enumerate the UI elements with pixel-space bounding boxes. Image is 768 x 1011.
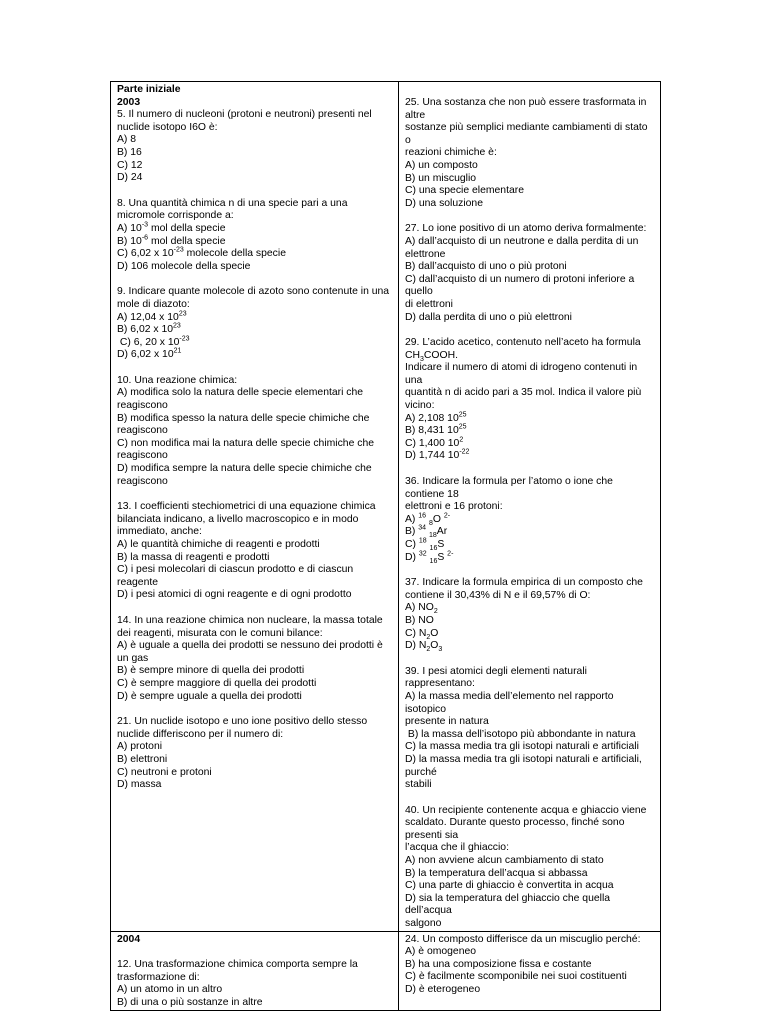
question-13 (117, 501, 393, 602)
document-page (110, 81, 658, 1011)
questions-table (110, 81, 661, 1011)
question-10 (117, 375, 393, 488)
q10-line: reagiscono (117, 475, 168, 487)
q9-option-b: B) 6,02 x $10^{23}$ (117, 322, 181, 336)
q29-line: quantità n di acido pari a 35 mol. Indica il valore più vicino: (405, 387, 642, 412)
q27-line: C) dall’acquisto di un numero di protoni inferiore a quello (405, 273, 635, 298)
q25-line: sostanze più semplici mediante cambiamenti di stato o (405, 122, 648, 146)
q10-line: 10. Una reazione chimica: (117, 374, 238, 386)
q8-line: micromole corrisponde a: (117, 210, 234, 222)
q24-line: C) è facilmente scomponibile nei suoi costituenti (405, 971, 627, 983)
q14-line: B) è sempre minore di quella dei prodotti (117, 665, 305, 677)
q39-line: A) la massa media dell’elemento nel rapporto isotopico (405, 690, 614, 715)
right-cell-2004 (399, 931, 661, 1010)
q9-line: 9. Indicare quante molecole di azoto sono contenute in una (117, 286, 390, 298)
question-40 (405, 805, 655, 931)
q21-line: nuclide differiscono per il numero di: (117, 728, 284, 740)
q13-line: immediato, anche: (117, 526, 202, 538)
q5-option: A) 8 (117, 134, 137, 146)
q14-line: 14. In una reazione chimica non nucleare, la massa totale (117, 614, 383, 626)
q13-line: D) i pesi atomici di ogni reagente e di ogni prodotto (117, 589, 352, 601)
question-12 (117, 959, 393, 1009)
q29-line: Indicare il numero di atomi di idrogeno contenuti in una (405, 362, 638, 386)
q36-option-c: C) $^{18}$ $_{16}$S (405, 537, 445, 553)
q37-line: 37. Indicare la formula empirica di un composto che (405, 577, 643, 589)
left-cell-2003 (111, 82, 399, 932)
q29-option-d: D) 1,744 $10^{-22}$ (405, 448, 470, 462)
question-37 (405, 577, 655, 653)
q13-line: reagente (117, 576, 159, 588)
question-39 (405, 666, 655, 792)
right-cell-2003 (399, 82, 661, 932)
q39-line: D) la massa media tra gli isotopi naturali e artificiali, purché (405, 753, 642, 778)
q40-line: l’acqua che il ghiaccio: (405, 842, 509, 854)
q10-line: A) modifica solo la natura delle specie elementari che (117, 387, 364, 399)
q13-line: C) i pesi molecolari di ciascun prodotto e di ciascun (117, 564, 354, 576)
question-24 (405, 934, 655, 997)
q14-line: C) è sempre maggiore di quella dei prodotti (117, 677, 317, 689)
part-heading: Parte iniziale (117, 84, 181, 95)
q25-line: B) un miscuglio (405, 172, 477, 184)
q8-line: 8. Una quantità chimica n di una specie pari a una (117, 197, 348, 209)
q27-line: A) dall’acquisto di un neutrone e dalla perdita di un (405, 235, 639, 247)
q27-line: B) dall’acquisto di uno o più protoni (405, 261, 567, 273)
q8-option-c: C) 6,02 x $10^{-23}$ molecole della specie (117, 246, 286, 260)
q5-option: C) 12 (117, 159, 143, 171)
q39-line: presente in natura (405, 716, 489, 728)
q5-option: B) 16 (117, 146, 142, 158)
q25-line: A) un composto (405, 159, 478, 171)
q29-formula: $CH_3COOH$. (405, 349, 458, 363)
q14-line: A) è uguale a quella dei prodotti se nessuno dei prodotti è (117, 640, 383, 652)
question-36 (405, 476, 655, 564)
q40-line: D) sia la temperatura del ghiaccio che quella dell’acqua (405, 892, 611, 917)
q39-line: 39. I pesi atomici degli elementi naturali rappresentano: (405, 665, 587, 690)
q24-line: D) è eterogeneo (405, 984, 481, 995)
q14-line: un gas (117, 652, 149, 664)
question-25 (405, 97, 655, 210)
q5-line: 5. Il numero di nucleoni (protoni e neutroni) presenti nel (117, 109, 372, 121)
q37-option-a: A) $NO_2$ (405, 602, 438, 616)
q21-line: 21. Un nuclide isotopo e uno ione positivo dello stesso (117, 716, 368, 728)
year-heading-2003: 2003 (117, 96, 141, 108)
q5-option: D) 24 (117, 172, 143, 184)
q14-line: dei reagenti, misurata con le comuni bilance: (117, 627, 323, 639)
q36-option-a: A) $^{16}$ $_8$O $^{2-}$ (405, 512, 451, 527)
q10-line: reagiscono (117, 400, 168, 412)
q13-line: A) le quantità chimiche di reagenti e prodotti (117, 539, 320, 550)
q40-line: 40. Un recipiente contenente acqua e ghiaccio viene (405, 804, 647, 816)
q27-line: elettrone (405, 248, 446, 260)
q10-line: reagiscono (117, 425, 168, 437)
question-29 (405, 337, 655, 463)
q24-line: A) è omogeneo (405, 946, 477, 958)
q14-line: D) è sempre uguale a quella dei prodotti (117, 690, 302, 702)
question-27 (405, 223, 655, 324)
q37-option-b: B) NO (405, 614, 434, 626)
q10-line: reagiscono (117, 450, 168, 462)
q13-line: 13. I coefficienti stechiometrici di una equazione chimica (117, 501, 376, 513)
q12-line: 12. Una trasformazione chimica comporta sempre la (117, 959, 358, 971)
q39-line: B) la massa dell’isotopo più abbondante in natura (405, 728, 636, 740)
q37-option-c: C) $N_2O$ (405, 627, 439, 641)
q8-option-d: D) 106 molecole della specie (117, 260, 251, 272)
q9-option-a: A) 12,04 x $10^{23}$ (117, 310, 187, 323)
q8-option-a: A) $10^{-3}$ mol della specie (117, 221, 226, 234)
q40-line: C) una parte di ghiaccio è convertita in acqua (405, 880, 614, 892)
q21-line: A) protoni (117, 741, 163, 753)
q40-line: salgono (405, 918, 442, 930)
q10-line: C) non modifica mai la natura delle specie chimiche che (117, 437, 375, 449)
question-9 (117, 286, 393, 362)
year-heading-2004: 2004 (117, 933, 141, 945)
q13-line: B) la massa di reagenti e prodotti (117, 551, 270, 563)
q27-line: di elettroni (405, 298, 453, 310)
q8-option-b: B) $10^{-6}$ mol della specie (117, 234, 226, 247)
question-14 (117, 615, 393, 703)
q10-line: B) modifica spesso la natura delle specie chimiche che (117, 412, 370, 424)
q40-line: B) la temperatura dell’acqua si abbassa (405, 867, 588, 879)
q40-line: scaldato. Durante questo processo, finché sono presenti sia (405, 817, 625, 841)
q24-line: 24. Un composto differisce da un miscuglio perché: (405, 933, 641, 945)
q27-line: 27. Lo ione positivo di un atomo deriva formalmente: (405, 223, 647, 235)
q37-line: contiene il 30,43% di N e il 69,57% di O: (405, 589, 591, 601)
q25-line: C) una specie elementare (405, 185, 524, 197)
q13-line: bilanciata indicano, a livello macroscopico e in modo (117, 513, 359, 525)
question-5 (117, 109, 393, 185)
q21-line: D) massa (117, 779, 162, 791)
q21-line: C) neutroni e protoni (117, 766, 212, 778)
q25-line: 25. Una sostanza che non può essere trasformata in altre (405, 97, 647, 121)
q21-line: B) elettroni (117, 753, 168, 765)
q36-line: elettroni e 16 protoni: (405, 501, 503, 513)
q36-option-b: B) $^{34}$ $_{18}$Ar (405, 524, 448, 540)
left-cell-2004 (111, 931, 399, 1010)
q9-option-d: D) 6,02 x $10^{21}$ (117, 347, 182, 361)
q27-line: D) dalla perdita di uno o più elettroni (405, 311, 572, 323)
q12-line: B) di una o più sostanze in altre (117, 997, 263, 1008)
question-21 (117, 716, 393, 792)
q25-line: reazioni chimiche è: (405, 147, 497, 159)
q9-option-c: C) 6, 20 x $10^{-23}$ (117, 335, 190, 348)
q5-line: nuclide isotopo I6O è: (117, 121, 218, 133)
q9-line: mole di diazoto: (117, 298, 190, 310)
q29-option-c: C) 1,400 $10^2$ (405, 436, 464, 449)
q29-option-b: B) 8,431 $10^{25}$ (405, 423, 467, 437)
question-8 (117, 198, 393, 274)
q36-line: 36. Indicare la formula per l’atomo o ione che contiene 18 (405, 476, 613, 500)
q12-line: trasformazione di: (117, 971, 200, 983)
q25-line: D) una soluzione (405, 197, 483, 209)
q40-line: A) non avviene alcun cambiamento di stato (405, 855, 604, 867)
q39-line: C) la massa media tra gli isotopi naturali e artificiali (405, 741, 639, 753)
q24-line: B) ha una composizione fissa e costante (405, 958, 592, 970)
q29-line: 29. L’acido acetico, contenuto nell’aceto ha formula (405, 337, 641, 349)
q39-line: stabili (405, 779, 432, 791)
q37-option-d: D) $N_2O_3$ (405, 640, 443, 654)
q10-line: D) modifica sempre la natura delle specie chimiche che (117, 463, 372, 475)
q36-option-d: D) $^{32}$ $_{16}$S $^{2-}$ (405, 550, 454, 565)
q12-line: A) un atomo in un altro (117, 984, 223, 996)
q29-option-a: A) 2,108 $10^{25}$ (405, 411, 467, 424)
